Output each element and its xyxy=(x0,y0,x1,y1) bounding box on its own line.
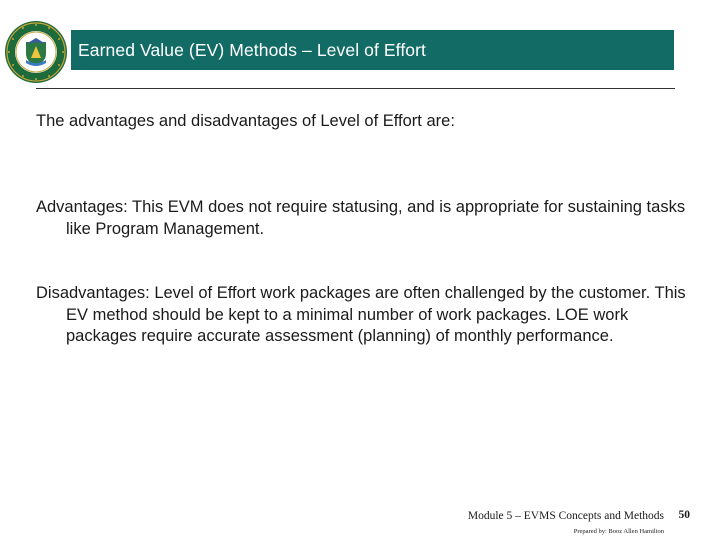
advantages-text: : This EVM does not require statusing, and is appropriate for sustaining tasks like Program Management. xyxy=(66,198,686,238)
disadvantages-label: Disadvantages xyxy=(36,284,146,302)
footer-module: Module 5 – EVMS Concepts and Methods xyxy=(467,510,664,522)
advantages-label: Advantages xyxy=(36,198,124,216)
doe-seal-icon xyxy=(4,20,68,84)
title-bar xyxy=(71,30,674,70)
disadvantages-text: : Level of Effort work packages are often challenged by the customer. This EV method should be kept to a minimal number of work packages. LOE work packages require accurate assessment (planning) of monthly performance. xyxy=(66,284,686,345)
disadvantages-paragraph xyxy=(36,283,702,348)
page-number: 50 xyxy=(678,509,690,521)
intro-text: The advantages and disadvantages of Level of Effort are: xyxy=(36,112,455,130)
advantages-paragraph xyxy=(36,197,702,240)
footer-prepared-by: Prepared by: Booz Allen Hamilton xyxy=(573,528,664,535)
slide-title: Earned Value (EV) Methods – Level of Effort xyxy=(78,39,427,60)
title-divider xyxy=(36,88,675,89)
